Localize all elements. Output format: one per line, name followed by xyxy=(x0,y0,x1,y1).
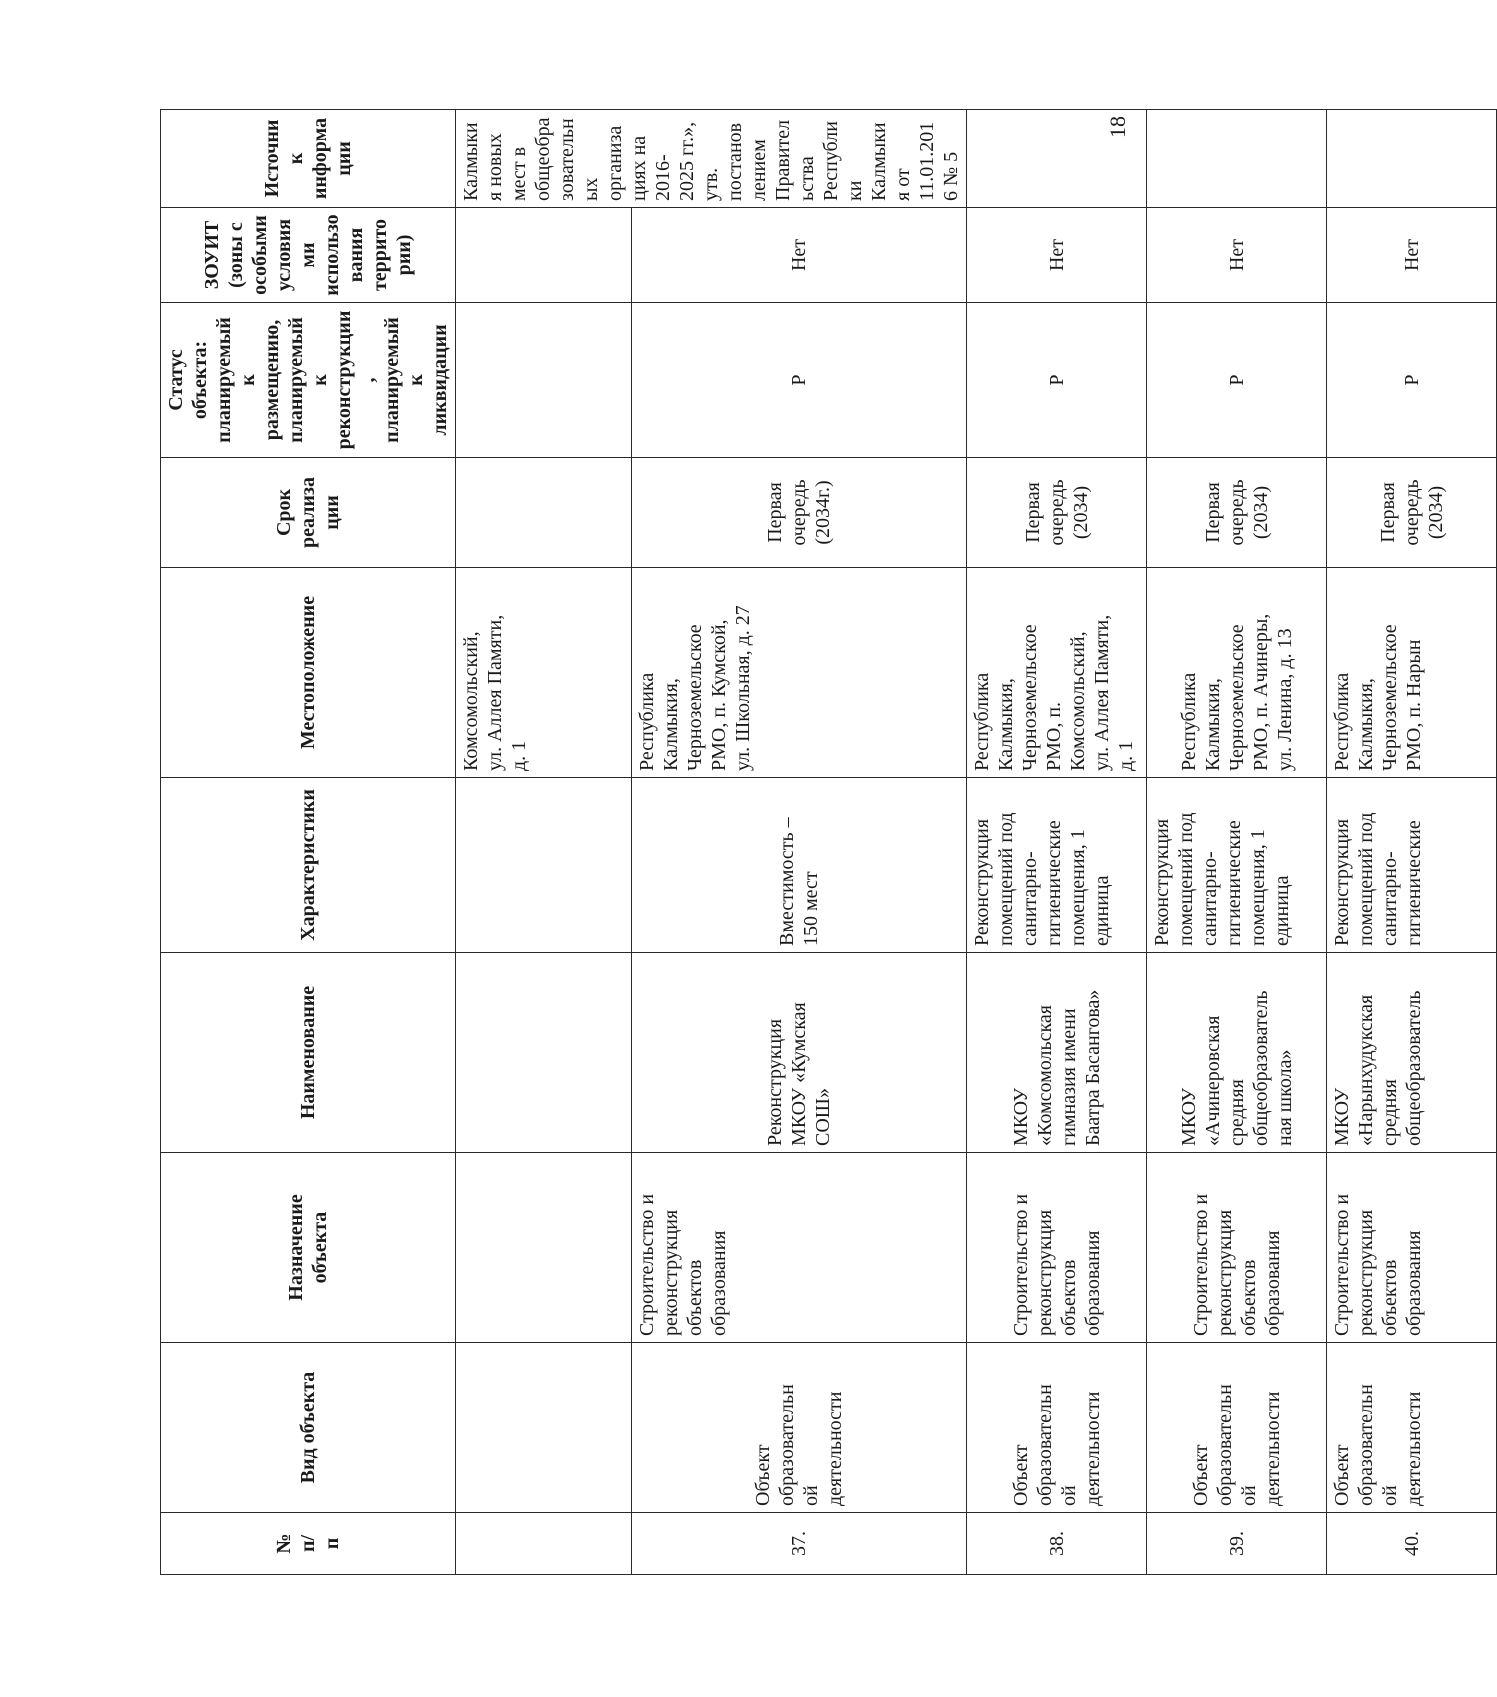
row-name: МКОУ «Ачинеровская средняя общеобразователь ная школа» xyxy=(1147,953,1327,1153)
cont-location: Комсомольский, ул. Аллея Памяти, д. 1 xyxy=(456,568,632,778)
row-kind: Объект образовательн ой деятельности xyxy=(1327,1343,1497,1513)
header-chars: Характеристики xyxy=(161,778,456,953)
header-status: Статус объекта: планируемый к размещению, планируемый к реконструкции, планируемый к ликвидации xyxy=(161,303,456,458)
row-term: Первая очередь (2034г.) xyxy=(632,458,967,568)
header-kind: Вид объекта xyxy=(161,1343,456,1513)
header-name: Наименование xyxy=(161,953,456,1153)
row-chars: Реконструкция помещений под санитарно- гигиенические помещения, 1 единица xyxy=(967,778,1147,953)
row-status: Р xyxy=(967,303,1147,458)
continuation-row xyxy=(456,110,632,1575)
row-purpose: Строительство и реконструкция объектов образования xyxy=(1327,1153,1497,1343)
cont-num xyxy=(456,1513,632,1575)
row-location: Республика Калмыкия, Черноземельское РМО, п. Комсомольский, ул. Аллея Памяти, д. 1 xyxy=(967,568,1147,778)
header-zouit: ЗОУИТ (зоны с особыми условия ми использо вания террито рии) xyxy=(161,208,456,303)
row-zouit: Нет xyxy=(1147,208,1327,303)
row-purpose: Строительство и реконструкция объектов образования xyxy=(632,1153,967,1343)
row-zouit: Нет xyxy=(1327,208,1497,303)
row-source xyxy=(1327,110,1497,208)
row-source xyxy=(1147,110,1327,208)
cont-term xyxy=(456,458,632,568)
objects-table xyxy=(160,109,1497,1575)
row-location: Республика Калмыкия, Черноземельское РМО, п. Нарын xyxy=(1327,568,1497,778)
row-kind: Объект образовательн ой деятельности xyxy=(632,1343,967,1513)
row-purpose: Строительство и реконструкция объектов образования xyxy=(1147,1153,1327,1343)
cont-chars xyxy=(456,778,632,953)
row-purpose: Строительство и реконструкция объектов образования xyxy=(967,1153,1147,1343)
row-term: Первая очередь (2034) xyxy=(967,458,1147,568)
row-zouit: Нет xyxy=(967,208,1147,303)
table-row xyxy=(1147,110,1327,1575)
row-term: Первая очередь (2034) xyxy=(1147,458,1327,568)
row-status: Р xyxy=(1147,303,1327,458)
row-num: 38. xyxy=(967,1513,1147,1575)
row-location: Республика Калмыкия, Черноземельское РМО, п. Кумской, ул. Школьная, д. 27 xyxy=(632,568,967,778)
header-term: Срок реализа ции xyxy=(161,458,456,568)
header-num: № п/ п xyxy=(161,1513,456,1575)
row-status: Р xyxy=(632,303,967,458)
header-purpose: Назначение объекта xyxy=(161,1153,456,1343)
row-kind: Объект образовательн ой деятельности xyxy=(967,1343,1147,1513)
header-location: Местоположение xyxy=(161,568,456,778)
header-row xyxy=(161,110,456,1575)
row-location: Республика Калмыкия, Черноземельское РМО, п. Ачинеры, ул. Ленина, д. 13 xyxy=(1147,568,1327,778)
row-chars: Вместимость – 150 мест xyxy=(632,778,967,953)
table-row xyxy=(967,110,1147,1575)
cont-kind xyxy=(456,1343,632,1513)
page-number: 18 xyxy=(1105,116,1130,138)
header-source: Источник информации xyxy=(161,110,456,208)
table-row xyxy=(632,110,967,1575)
row-chars: Реконструкция помещений под санитарно- гигиенические помещения, 1 единица xyxy=(1147,778,1327,953)
cont-status xyxy=(456,303,632,458)
row-status: Р xyxy=(1327,303,1497,458)
row-zouit: Нет xyxy=(632,208,967,303)
row-num: 37. xyxy=(632,1513,967,1575)
table-row xyxy=(1327,110,1497,1575)
row-chars: Реконструкция помещений под санитарно- гигиенические xyxy=(1327,778,1497,953)
cont-purpose xyxy=(456,1153,632,1343)
row-num: 40. xyxy=(1327,1513,1497,1575)
cont-zouit xyxy=(456,208,632,303)
row-name: МКОУ «Комсомольская гимназия имени Баатра Басангова» xyxy=(967,953,1147,1153)
row-num: 39. xyxy=(1147,1513,1327,1575)
row-kind: Объект образовательн ой деятельности xyxy=(1147,1343,1327,1513)
cont-source: Калмыкия новых мест в общеобразовательн ых организациях на 2016-2025 гг.», утв. постановлением Правительства Республики Калмыкия от 11.01.2016 № 5 xyxy=(456,110,967,208)
cont-name xyxy=(456,953,632,1153)
row-name: Реконструкция МКОУ «Кумская СОШ» xyxy=(632,953,967,1153)
row-term: Первая очередь (2034) xyxy=(1327,458,1497,568)
row-name: МКОУ «Нарынхудукская средняя общеобразователь xyxy=(1327,953,1497,1153)
